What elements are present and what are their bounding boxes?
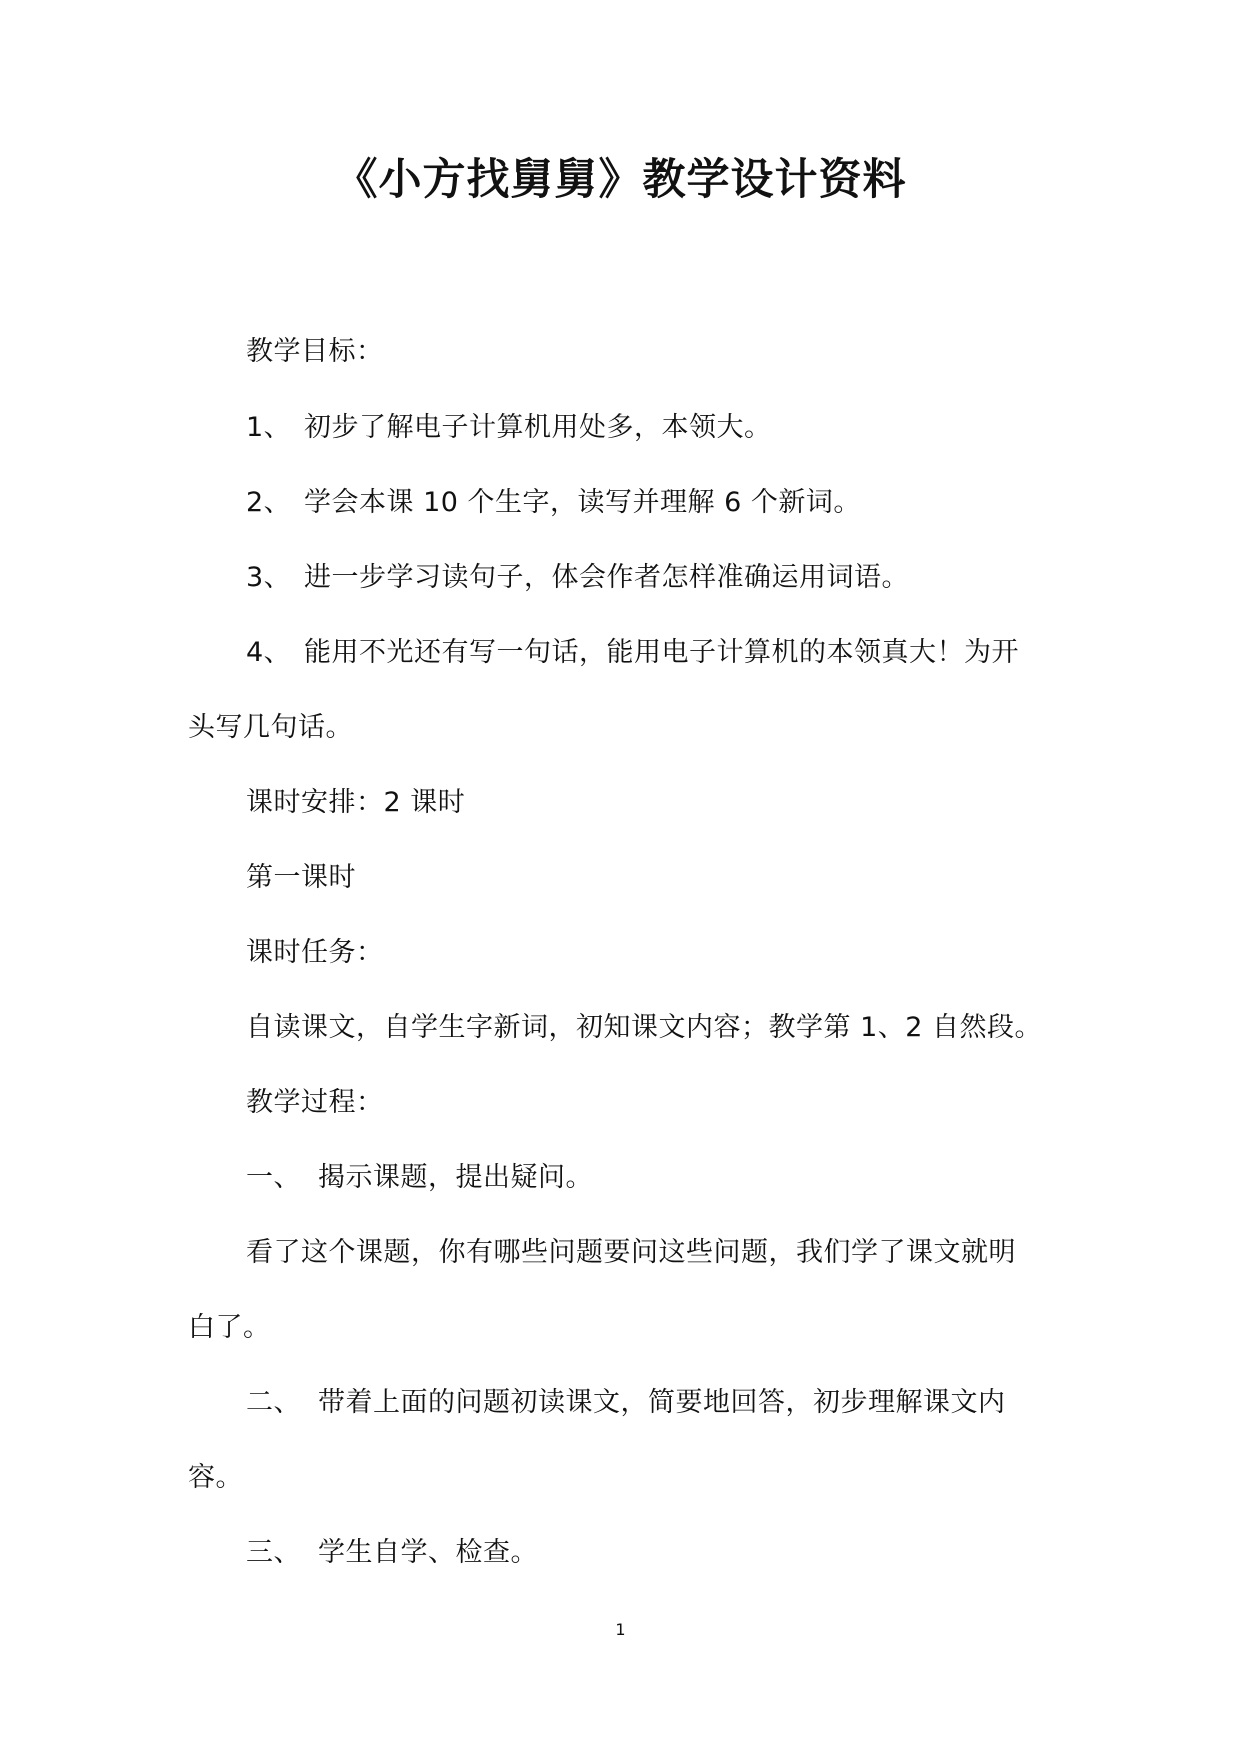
objective-number: 4、 xyxy=(246,637,292,668)
step-text: 带着上面的问题初读课文，简要地回答，初步理解课文内 xyxy=(318,1387,1006,1418)
objective-number: 1、 xyxy=(246,412,292,443)
objective-text: 初步了解电子计算机用处多，本领大。 xyxy=(304,412,772,443)
task-text: 自读课文，自学生字新词，初知课文内容；教学第 1、2 自然段。 xyxy=(246,1012,1043,1043)
objective-item-4-continuation: 头写几句话。 xyxy=(188,712,353,743)
objective-text: 进一步学习读句子，体会作者怎样准确运用词语。 xyxy=(304,562,909,593)
step-item-2-continuation: 容。 xyxy=(188,1462,243,1493)
objective-number: 3、 xyxy=(246,562,292,593)
objective-item-2 xyxy=(246,483,861,523)
schedule-line: 课时安排：2 课时 xyxy=(246,787,466,818)
page-number: 1 xyxy=(615,1620,626,1639)
objective-item-1 xyxy=(246,408,772,448)
step-text: 学生自学、检查。 xyxy=(318,1537,538,1568)
objective-item-4 xyxy=(246,633,1019,673)
objective-text: 学会本课 10 个生字，读写并理解 6 个新词。 xyxy=(304,487,861,518)
process-heading: 教学过程： xyxy=(246,1087,384,1118)
lesson-heading: 第一课时 xyxy=(246,862,356,893)
objectives-heading: 教学目标： xyxy=(246,336,384,367)
objective-text: 能用不光还有写一句话，能用电子计算机的本领真大！为开 xyxy=(304,637,1019,668)
step-one-paragraph-continuation: 白了。 xyxy=(188,1312,271,1343)
objective-number: 2、 xyxy=(246,487,292,518)
step-number: 三、 xyxy=(246,1537,301,1568)
step-number: 一、 xyxy=(246,1162,301,1193)
step-one-paragraph: 看了这个课题，你有哪些问题要问这些问题，我们学了课文就明 xyxy=(246,1237,1016,1268)
task-heading: 课时任务： xyxy=(246,937,384,968)
step-number: 二、 xyxy=(246,1387,301,1418)
step-item-3 xyxy=(246,1533,538,1573)
step-item-1 xyxy=(246,1158,593,1198)
step-text: 揭示课题，提出疑问。 xyxy=(318,1162,593,1193)
step-item-2 xyxy=(246,1383,1006,1423)
document-title: 《小方找舅舅》教学设计资料 xyxy=(334,155,907,205)
objective-item-3 xyxy=(246,558,909,598)
